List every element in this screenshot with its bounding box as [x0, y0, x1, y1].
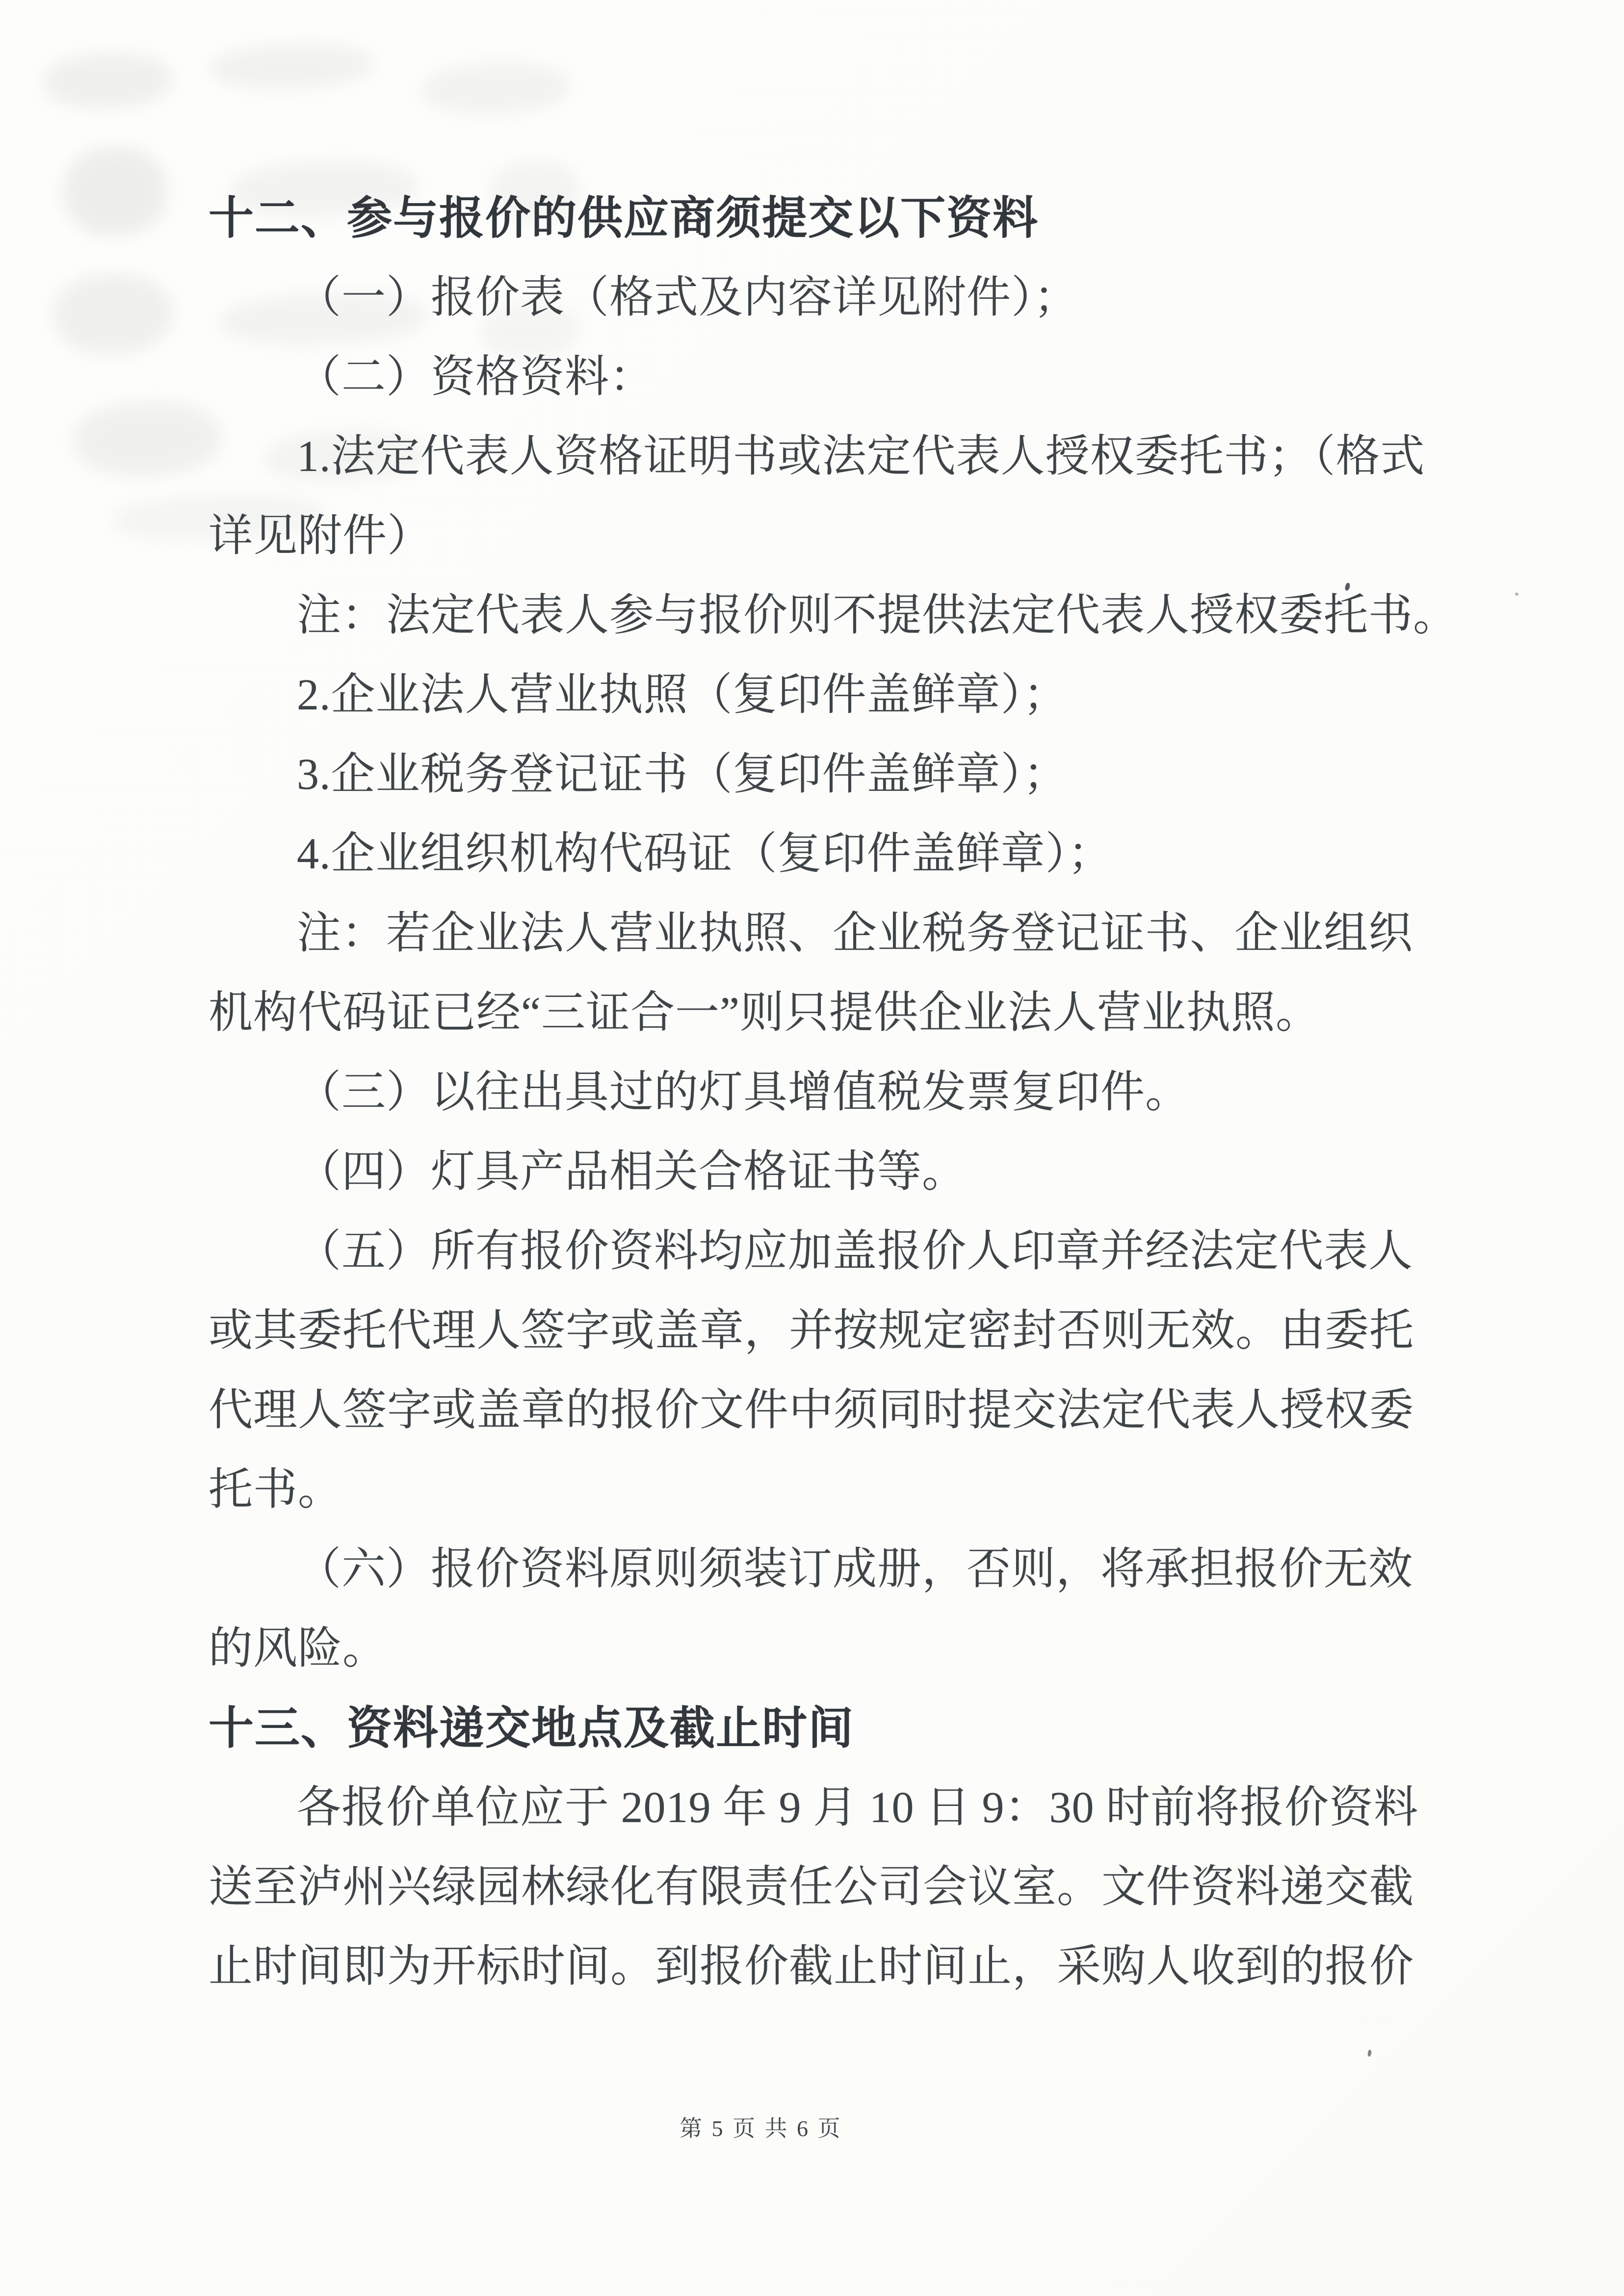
- doc-line-sub-1-cont: 详见附件）: [209, 512, 432, 560]
- doc-line-item-4: （四）灯具产品相关合格证书等。: [297, 1148, 967, 1196]
- doc-line-deadline-2: 送至泸州兴绿园林绿化有限责任公司会议室。文件资料递交截: [209, 1863, 1414, 1911]
- doc-line-sub-4: 4.企业组织机构代码证（复印件盖鲜章）；: [297, 830, 1113, 878]
- doc-line-note-1: 注：法定代表人参与报价则不提供法定代表人授权委托书。: [297, 591, 1458, 640]
- doc-line-item-6: （六）报价资料原则须装订成册，否则，将承担报价无效: [297, 1545, 1413, 1593]
- doc-line-item-5: （五）所有报价资料均应加盖报价人印章并经法定代表人: [297, 1227, 1413, 1276]
- doc-line-sub-1: 1.法定代表人资格证明书或法定代表人授权委托书；（格式: [297, 432, 1425, 481]
- doc-line-item-3: （三）以往出具过的灯具增值税发票复印件。: [297, 1068, 1190, 1117]
- page-number-footer: 第 5 页 共 6 页: [680, 2116, 842, 2141]
- scan-bleedthrough-artifact: [72, 400, 222, 478]
- doc-line-item-2: （二）资格资料：: [297, 353, 654, 401]
- section-heading-13: 十三、资料递交地点及截止时间: [209, 1703, 855, 1753]
- doc-line-note-2-cont: 机构代码证已经“三证合一”则只提供企业法人营业执照。: [209, 989, 1320, 1037]
- doc-line-item-5-cont2: 代理人签字或盖章的报价文件中须同时提交法定代表人授权委: [209, 1386, 1414, 1435]
- doc-line-note-2: 注：若企业法人营业执照、企业税务登记证书、企业组织: [297, 909, 1413, 958]
- doc-line-item-5-cont1: 或其委托代理人签字或盖章，并按规定密封否则无效。由委托: [209, 1306, 1414, 1355]
- scan-bleedthrough-artifact: [421, 61, 570, 115]
- doc-line-deadline-1: 各报价单位应于 2019 年 9 月 10 日 9：30 时前将报价资料: [297, 1783, 1418, 1832]
- section-heading-12: 十二、参与报价的供应商须提交以下资料: [209, 193, 1039, 243]
- doc-line-item-5-cont3: 托书。: [209, 1465, 342, 1514]
- scan-bleedthrough-artifact: [62, 145, 168, 237]
- scan-bleedthrough-artifact: [52, 273, 173, 355]
- doc-line-item-1: （一）报价表（格式及内容详见附件）；: [297, 273, 1078, 322]
- document-body: [209, 179, 1458, 2007]
- scan-speck: [1367, 2049, 1372, 2057]
- doc-line-sub-2: 2.企业法人营业执照（复印件盖鲜章）；: [297, 671, 1068, 719]
- scan-bleedthrough-artifact: [43, 52, 173, 110]
- doc-line-item-6-cont: 的风险。: [209, 1624, 387, 1673]
- doc-line-sub-3: 3.企业税务登记证书（复印件盖鲜章）；: [297, 750, 1068, 799]
- doc-line-deadline-3: 止时间即为开标时间。到报价截止时间止，采购人收到的报价: [209, 1942, 1414, 1991]
- scan-bleedthrough-artifact: [210, 41, 374, 91]
- scan-speck: [1515, 593, 1519, 596]
